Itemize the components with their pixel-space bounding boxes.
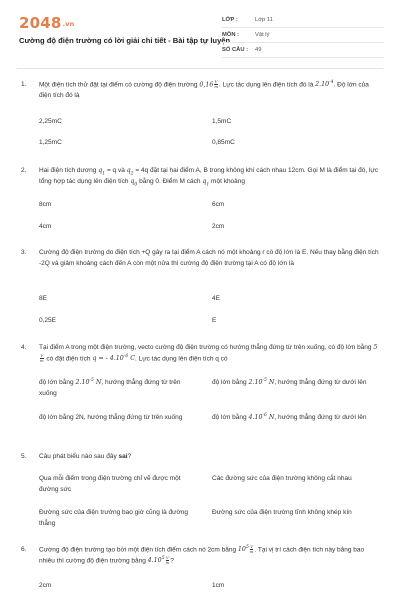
question-6 <box>19 545 381 567</box>
question-stem: Câu phát biểu nào sau đây sai? <box>39 453 132 460</box>
answer-option[interactable]: 1,5mC <box>212 118 232 125</box>
stem-text: . Độ lớn của điện tích đó là <box>39 81 369 99</box>
question-number: 5. <box>21 453 27 460</box>
answer-option[interactable]: E <box>212 317 217 324</box>
answer-option[interactable]: 2cm <box>39 582 52 589</box>
answer-option[interactable]: 4cm <box>39 223 52 230</box>
answer-option[interactable]: 2,25mC <box>39 118 62 125</box>
unit-fraction: $\frac{V}{m}$ <box>214 79 218 90</box>
info-value: 49 <box>255 47 262 53</box>
question-3 <box>19 248 381 269</box>
stem-math: $2.10^{-4}$ <box>315 80 334 89</box>
answer-option[interactable]: 2cm <box>212 223 225 230</box>
answer-option[interactable]: Đường sức của điện trường bao giờ cũng là đường thẳng <box>39 509 189 527</box>
answer-option[interactable]: độ lớn bằng $2.10^{-5}$ N, hướng thẳng đứng từ dưới lên <box>212 377 367 386</box>
answer-option[interactable]: 6cm <box>212 201 225 208</box>
answer-option[interactable]: độ lớn bằng $2.10^{-5}$ N, hướng thẳng đứng từ trên xuống <box>39 377 181 397</box>
answer-option[interactable]: 0,85mC <box>212 139 235 146</box>
logo-suffix: .vn <box>62 19 75 28</box>
stem-text: . Lực tác dụng lên điện tích đó là <box>218 81 314 89</box>
info-label: LỚP : <box>222 17 238 23</box>
answer-option[interactable]: 8cm <box>39 201 52 208</box>
info-label: MÔN : <box>222 32 240 38</box>
question-5 <box>19 452 381 463</box>
info-value: Lớp 11 <box>255 17 273 23</box>
question-stem: Cường độ điện trường do điện tích +Q gây ra tại điểm A cách nó một khoảng r có độ lớn là E. Nếu thay bằng điện tích -2Q và giảm khoảng cách đến A còn một nửa thì cường độ điện trường tại A có độ lớn là <box>39 249 379 267</box>
question-stem: Cường độ điện trường tạo bởi một điện tích điểm cách nó 2cm bằng $10^5$ $\frac{V}{m}$ . Tại vị trí cách điện tích này bằng bao nhiêu thì cường độ điện trường bằng 4.10$^5$ $\frac{V}{m}$ ? <box>39 544 365 566</box>
stem-math: 0,16 <box>199 81 214 89</box>
answer-option[interactable]: 0,25E <box>39 317 56 324</box>
question-number: 3. <box>21 249 27 256</box>
info-row-count <box>222 43 384 58</box>
answer-option[interactable]: 1cm <box>212 582 225 589</box>
answer-option[interactable]: Các đường sức của điện trường không cắt nhau <box>212 475 352 482</box>
answer-option[interactable]: Đường sức của điện trường tĩnh không khép kín <box>212 509 352 516</box>
answer-option[interactable]: 4E <box>212 295 220 302</box>
question-number: 4. <box>21 344 27 351</box>
question-2 <box>19 166 381 187</box>
question-number: 1. <box>21 81 27 88</box>
answer-option[interactable]: Qua mỗi điểm trong điện trường chỉ vẽ được một đường sức <box>39 475 181 493</box>
document-info-table <box>222 13 384 58</box>
logo-text: 2048 <box>19 14 62 32</box>
stem-emphasis: sai <box>118 453 128 460</box>
info-label: SỐ CÂU : <box>222 47 249 53</box>
question-stem: Hai điện tích dương $q_1 = q$ và $q_2 = 4q$ đặt tại hai điểm A, B trong không khí cách nhau 12cm. Gọi M là điểm tại đó, lực tổng hợp tác dụng lên điện tích $q_0$ bằng 0. Điểm M cách $q_1$ một khoảng <box>39 167 378 187</box>
question-4 <box>19 343 381 364</box>
answer-option[interactable]: độ lớn bằng 2N, hướng thẳng đứng từ trên xuống <box>39 414 183 421</box>
page-title: Cường độ điện trường có lời giải chi tiết - Bài tập tự luyện <box>19 36 231 45</box>
answer-option[interactable]: 8E <box>39 295 47 302</box>
question-number: 2. <box>21 167 27 174</box>
info-row-subject <box>222 28 384 43</box>
stem-text: Một điện tích thử đặt tại điểm có cường độ điện trường <box>39 81 198 89</box>
answer-option[interactable]: độ lớn bằng $4.10^{-6}$ N, hướng thẳng đứng từ dưới lên <box>212 412 367 421</box>
info-row-grade <box>222 13 384 28</box>
question-stem <box>39 80 379 101</box>
question-stem: Tại điểm A trong một điện trường, vecto cường độ điện trường có hướng thẳng đứng từ trên xuống, có độ lớn bằng 5 $\frac{V}{m}$ có đặt điện tích q = - $4.10^{-6}$ C. Lực tác dụng lên điện tích q có <box>39 344 378 363</box>
info-value: Vật lý <box>255 32 270 38</box>
question-1 <box>19 80 381 101</box>
answer-option[interactable]: 1,25mC <box>39 139 62 146</box>
header-divider <box>17 68 383 69</box>
question-number: 6. <box>21 546 27 553</box>
site-logo[interactable] <box>19 14 75 32</box>
